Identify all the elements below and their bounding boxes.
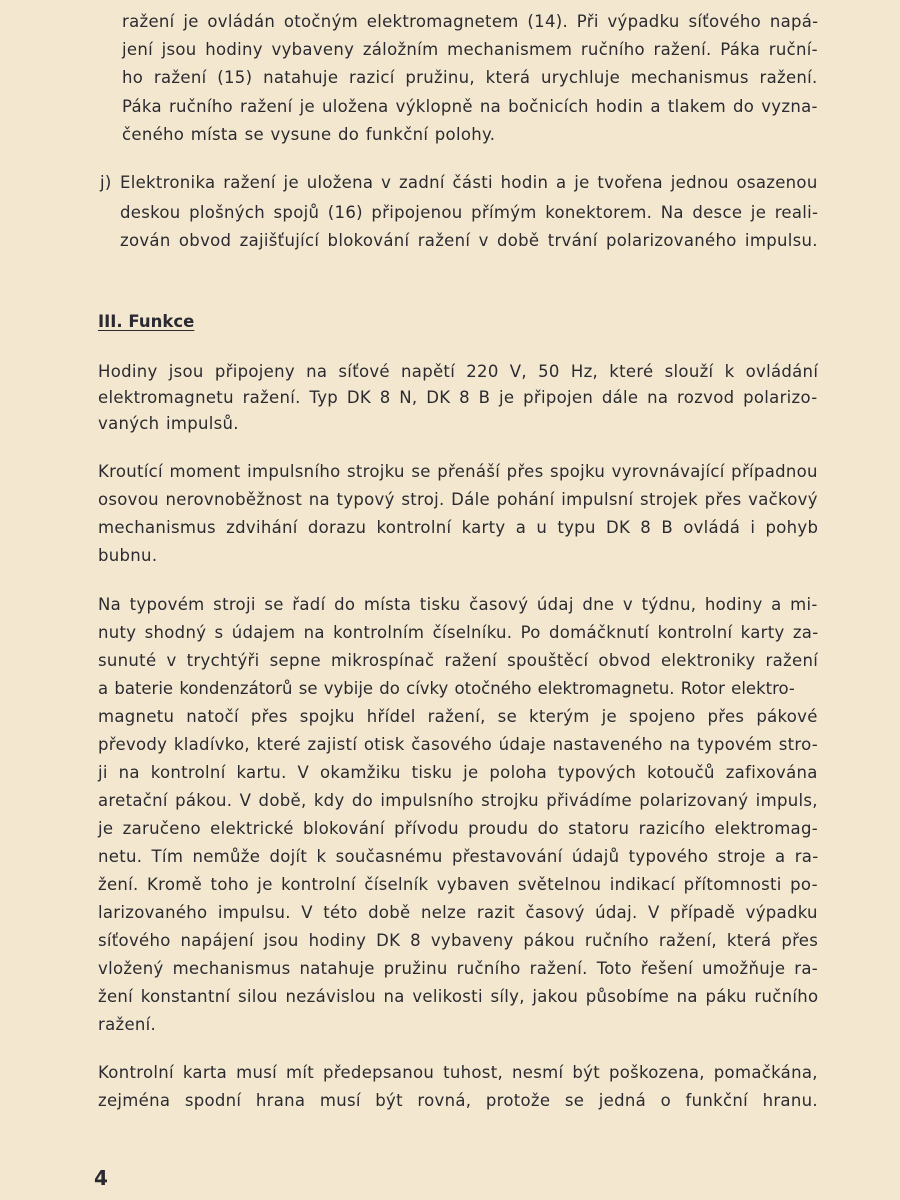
text-line: netu. Tím nemůže dojít k současnému přestavování údajů typového stroje a ra- <box>98 847 819 866</box>
text-line: vložený mechanismus natahuje pružinu ručního ražení. Toto řešení umožňuje ra- <box>98 959 819 978</box>
text-line: ražení je ovládán otočným elektromagnetem (14). Při výpadku síťového napá- <box>122 12 819 31</box>
text-line: Kroutící moment impulsního strojku se přenáší přes spojku vyrovnávající případnou <box>98 462 818 481</box>
text-line: a baterie kondenzátorů se vybije do cívky otočného elektromagnetu. Rotor elektro- <box>98 679 795 698</box>
text-line: ražení. <box>98 1015 157 1034</box>
text-line: nuty shodný s údajem na kontrolním číselníku. Po domáčknutí kontrolní karty za- <box>98 623 819 642</box>
text-line: jení jsou hodiny vybaveny záložním mechanismem ručního ražení. Páka ruční- <box>122 40 818 59</box>
text-line: aretační pákou. V době, kdy do impulsního strojku přivádíme polarizovaný impuls, <box>98 791 818 810</box>
text-line: bubnu. <box>98 546 158 565</box>
text-line: čeného místa se vysune do funkční polohy. <box>122 125 496 144</box>
text-line: síťového napájení jsou hodiny DK 8 vybaveny pákou ručního ražení, která přes <box>98 931 819 950</box>
text-line: Páka ručního ražení je uložena výklopně na bočnicích hodin a tlakem do vyzna- <box>122 97 818 116</box>
text-line: žení konstantní silou nezávislou na velikosti síly, jakou působíme na páku ručního <box>98 987 819 1006</box>
text-line: je zaručeno elektrické blokování přívodu proudu do statoru razicího elektromag- <box>98 819 818 838</box>
text-line: Na typovém stroji se řadí do místa tisku časový údaj dne v týdnu, hodiny a mi- <box>98 595 818 614</box>
text-line: převody kladívko, které zajistí otisk časového údaje nastaveného na typovém stro- <box>98 735 819 754</box>
text-line: magnetu natočí přes spojku hřídel ražení, se kterým je spojeno přes pákové <box>98 707 818 726</box>
text-line: elektromagnetu ražení. Typ DK 8 N, DK 8 B je připojen dále na rozvod polarizo- <box>98 388 818 407</box>
text-line: mechanismus zdvihání dorazu kontrolní karty a u typu DK 8 B ovládá i pohyb <box>98 518 819 537</box>
text-line: Elektronika ražení je uložena v zadní části hodin a je tvořena jednou osazenou <box>120 173 818 192</box>
text-line: Hodiny jsou připojeny na síťové napětí 220 V, 50 Hz, které slouží k ovládání <box>98 362 819 381</box>
text-line: zován obvod zajišťující blokování ražení v době trvání polarizovaného impulsu. <box>120 231 818 250</box>
text-line: osovou nerovnoběžnost na typový stroj. Dále pohání impulsní strojek přes vačkový <box>98 490 818 509</box>
text-line: deskou plošných spojů (16) připojenou přímým konektorem. Na desce je reali- <box>120 203 819 222</box>
text-line: žení. Kromě toho je kontrolní číselník vybaven světelnou indikací přítomnosti po- <box>98 875 818 894</box>
text-line: Kontrolní karta musí mít předepsanou tuhost, nesmí být poškozena, pomačkána, <box>98 1063 818 1082</box>
text-line: ho ražení (15) natahuje razicí pružinu, která urychluje mechanismus ražení. <box>122 68 818 87</box>
text-line: ji na kontrolní kartu. V okamžiku tisku je poloha typových kotoučů zafixována <box>98 763 818 782</box>
section-heading: III. Funkce <box>98 312 195 331</box>
list-marker: j) <box>100 173 112 192</box>
text-line: larizovaného impulsu. V této době nelze razit časový údaj. V případě výpadku <box>98 903 818 922</box>
text-line: vaných impulsů. <box>98 414 239 433</box>
text-line: zejména spodní hrana musí být rovná, protože se jedná o funkční hranu. <box>98 1091 818 1110</box>
page-number: 4 <box>94 1166 108 1190</box>
text-line: sunuté v trychtýři sepne mikrospínač ražení spouštěcí obvod elektroniky ražení <box>98 651 819 670</box>
